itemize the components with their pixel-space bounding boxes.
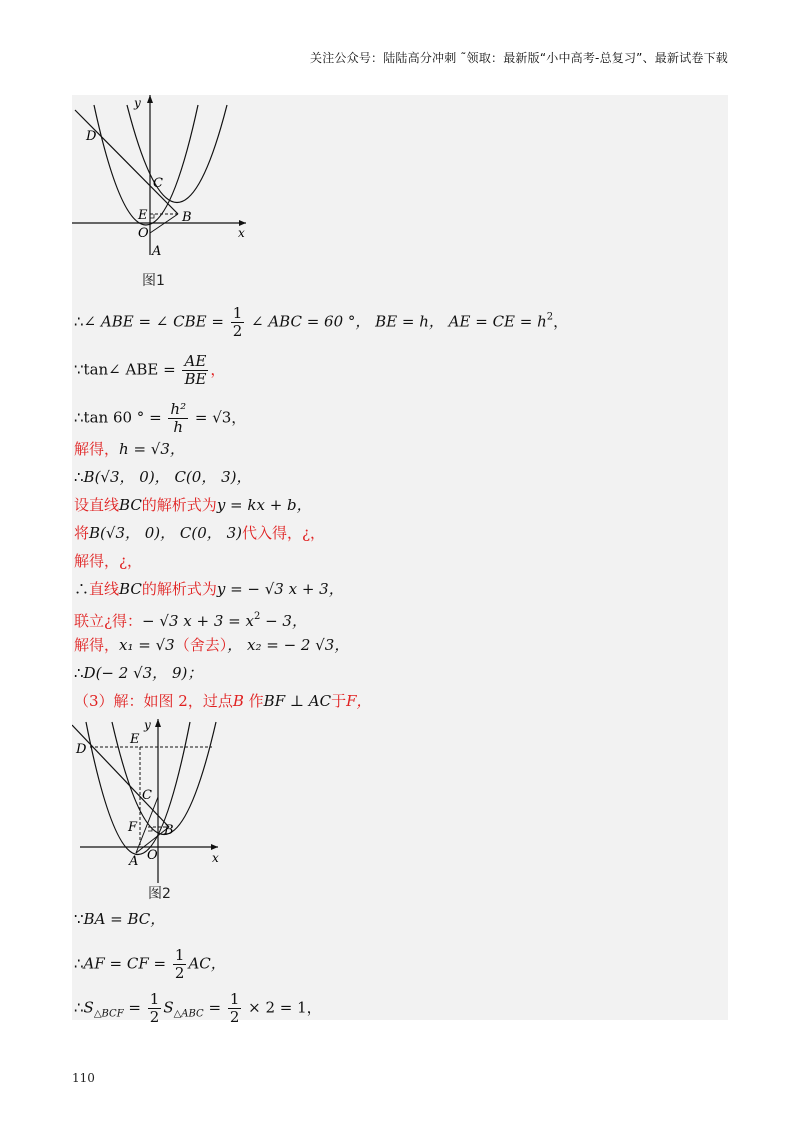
- line-13-red-a: （3）解：如图 2，过点: [74, 692, 233, 710]
- line-13-f: F，: [346, 692, 372, 710]
- line-16-s1: S: [83, 998, 94, 1017]
- line-13-red-b: 作: [243, 692, 264, 710]
- line-9: [74, 579, 344, 599]
- line-3: [74, 401, 246, 436]
- line-15-text-a: AF = CF =: [83, 954, 171, 973]
- therefore-symbol: ∴: [74, 468, 84, 486]
- line-11-red-b: （舍去）: [174, 636, 228, 654]
- line-6-text: y = kx + b，: [216, 496, 312, 514]
- therefore-symbol: ∴: [74, 408, 84, 427]
- fraction-half-a: [148, 991, 162, 1026]
- line-7-red-b: 代入得，¿，: [241, 524, 326, 542]
- numerator: 1: [174, 946, 185, 964]
- line-3-text-a: tan 60 ° =: [83, 408, 167, 427]
- label-b: B: [182, 210, 192, 225]
- therefore-symbol: ∴: [74, 580, 90, 598]
- numerator: 1: [149, 990, 160, 1008]
- line-7: [74, 523, 325, 543]
- line-6-red-a: 设直线: [74, 496, 120, 514]
- line-7-text: B(√3， 0)， C(0， 3): [89, 524, 242, 542]
- line-9-red-a: 直线: [89, 580, 120, 598]
- label-a: A: [129, 854, 139, 869]
- line-11-red-a: 解得，: [74, 636, 120, 654]
- line-14-text: BA = BC，: [83, 910, 166, 928]
- y-axis-arrow: [147, 95, 153, 103]
- label-d: D: [86, 129, 97, 144]
- figure-2: [72, 717, 242, 902]
- right-angle-mark: [150, 214, 154, 218]
- line-2-text-a: tan∠ ABE =: [83, 360, 181, 379]
- line-6-red-b: 的解析式为: [141, 496, 217, 514]
- line-14: [74, 909, 165, 929]
- line-11-text-b: ， x₂ = − 2 √3，: [227, 636, 350, 654]
- line-10-text-a: − √3 x + 3 = x: [142, 612, 254, 630]
- denominator: 2: [229, 1008, 240, 1026]
- solution-panel: [72, 95, 728, 1026]
- line-1-text-a: ∠ ABE = ∠ CBE =: [83, 312, 229, 331]
- numerator: AE: [182, 353, 208, 371]
- line-1: [74, 305, 568, 340]
- line-10-text-b: − 3，: [260, 612, 307, 630]
- line-db: [72, 725, 169, 827]
- line-10: [74, 607, 307, 631]
- fraction-half-b: [228, 991, 242, 1026]
- line-1-text-c: ，: [553, 312, 569, 331]
- label-x: x: [238, 226, 245, 240]
- numerator: 1: [232, 304, 243, 322]
- figure-1-caption: 图1: [142, 273, 165, 289]
- label-f: F: [128, 820, 138, 835]
- x-axis-arrow: [211, 844, 218, 850]
- line-15: [74, 947, 226, 982]
- fraction-h2-h: [168, 401, 188, 436]
- denominator: 2: [149, 1008, 160, 1026]
- parabola-2: [127, 105, 227, 203]
- label-a: A: [152, 244, 162, 259]
- line-13-red-c: 于: [331, 692, 347, 710]
- fraction-ae-be: [182, 353, 208, 388]
- line-11: [74, 635, 349, 655]
- line-2: [74, 353, 225, 388]
- label-c: C: [142, 788, 152, 803]
- line-4-text: h = √3，: [119, 440, 185, 458]
- line-6-bc: BC: [119, 496, 142, 514]
- page-header: 关注公众号：陆陆高分冲刺 ˜领取：最新版“小中高考-总复习”、最新试卷下载: [310, 51, 728, 65]
- fraction-half: [173, 947, 187, 982]
- therefore-symbol: ∴: [74, 998, 84, 1017]
- y-axis-arrow: [155, 719, 161, 727]
- label-o: O: [147, 848, 158, 863]
- line-5: [74, 467, 252, 487]
- denominator: 2: [232, 322, 243, 340]
- label-y: y: [134, 96, 141, 110]
- line-13: [74, 691, 372, 711]
- page-number: 110: [72, 1071, 95, 1085]
- line-5-text: B(√3， 0)， C(0， 3)，: [83, 468, 252, 486]
- fraction-half: [231, 305, 245, 340]
- line-12-text: D(− 2 √3， 9)；: [83, 664, 203, 682]
- subscript-abc: △ABC: [173, 1008, 204, 1020]
- line-1-text-b: ∠ ABC = 60 °， BE = h， AE = CE = h: [246, 312, 547, 331]
- label-y: y: [144, 718, 151, 732]
- figure-2-caption: 图2: [148, 886, 171, 902]
- denominator: h: [173, 418, 184, 436]
- line-16-eq2: =: [203, 998, 226, 1017]
- therefore-symbol: ∴: [74, 954, 84, 973]
- because-symbol: ∵: [74, 910, 84, 928]
- numerator: h²: [170, 400, 187, 418]
- line-4: [74, 439, 185, 459]
- therefore-symbol: ∴: [74, 664, 84, 682]
- line-7-red-a: 将: [74, 524, 90, 542]
- numerator: 1: [229, 990, 240, 1008]
- line-12: [74, 663, 202, 683]
- parabola-2: [112, 722, 216, 835]
- line-13-b: B: [232, 692, 244, 710]
- denominator: BE: [184, 370, 207, 388]
- line-16-s2: S: [163, 998, 174, 1017]
- subscript-bcf: △BCF: [93, 1008, 124, 1020]
- therefore-symbol: ∴: [74, 312, 84, 331]
- line-4-red-text: 解得，: [74, 440, 120, 458]
- label-e: E: [130, 732, 140, 747]
- line-9-red-b: 的解析式为: [141, 580, 217, 598]
- line-16: [74, 991, 322, 1026]
- figure-2-graph: [72, 717, 242, 887]
- figure-1: [72, 95, 262, 289]
- line-16-result: × 2 = 1，: [243, 998, 322, 1017]
- line-8: [74, 551, 142, 571]
- label-o: O: [138, 226, 149, 241]
- line-10-red-text: 联立¿得：: [74, 612, 143, 630]
- superscript: 2: [546, 311, 554, 323]
- label-x: x: [212, 851, 219, 865]
- line-11-text-a: x₁ = √3: [119, 636, 175, 654]
- denominator: 2: [174, 964, 185, 982]
- line-6: [74, 495, 312, 515]
- line-13-text: BF ⊥ AC: [263, 692, 332, 710]
- line-15-text-b: AC，: [188, 954, 226, 973]
- line-3-text-b: = √3，: [190, 408, 247, 427]
- line-9-bc: BC: [119, 580, 142, 598]
- line-9-text: y = − √3 x + 3，: [216, 580, 344, 598]
- label-d: D: [76, 742, 87, 757]
- because-symbol: ∵: [74, 360, 84, 379]
- label-b: B: [164, 823, 174, 838]
- label-c: C: [153, 176, 163, 191]
- label-e: E: [138, 208, 148, 223]
- line-16-eq1: =: [123, 998, 146, 1017]
- line-8-red-text: 解得，¿，: [74, 552, 143, 570]
- line-db: [75, 110, 178, 214]
- figure-1-graph: [72, 95, 262, 265]
- line-2-text-b: ，: [210, 360, 226, 379]
- superscript: 2: [253, 611, 261, 622]
